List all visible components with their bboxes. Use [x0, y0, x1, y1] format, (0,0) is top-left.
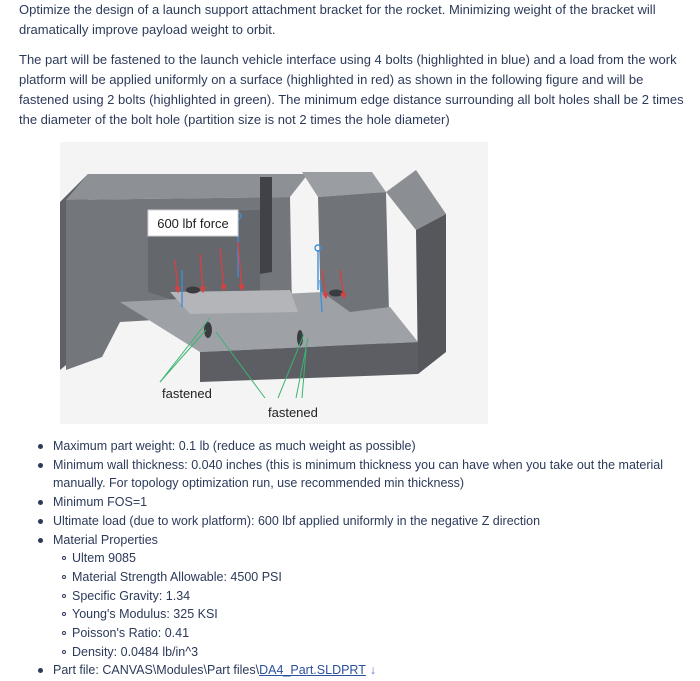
material-item: Ultem 9085: [36, 549, 686, 568]
material-item: Density: 0.0484 lb/in^3: [36, 643, 686, 662]
part-file-label: Part file:: [53, 663, 103, 678]
part-file-link[interactable]: DA4_Part.SLDPRT: [259, 663, 366, 678]
bolt-hole-2: [329, 290, 343, 297]
bracket-step: [170, 290, 298, 314]
fastened-right-label: fastened: [268, 405, 318, 420]
bolt-hole-1: [186, 287, 200, 294]
material-item: Specific Gravity: 1.34: [36, 587, 686, 606]
force-label-box: [148, 210, 238, 236]
fastened-left-label: fastened: [162, 386, 212, 401]
force-label: 600 lbf force: [157, 216, 229, 231]
intro-paragraph: Optimize the design of a launch support attachment bracket for the rocket. Minimizing weight of the bracket will dramatically improve payload weight to orbit.: [19, 2, 656, 37]
description-paragraph: The part will be fastened to the launch vehicle interface using 4 bolts (highlighted in blue) and a load from the work platform will be applied uniformly on a surface (highlighted in red) as shown in the following figure and will be fastened using 2 bolts (highlighted in green). The minimum edge distance surrounding all bolt holes shall be 2 times the diameter of the bolt hole (partition size is not 2 times the hole diameter): [19, 52, 684, 127]
list-item: Minimum FOS=1: [36, 493, 686, 512]
material-item: Young's Modulus: 325 KSI: [36, 605, 686, 624]
list-item: Material Properties: [36, 531, 686, 550]
requirements-list: [36, 437, 686, 680]
material-item: Material Strength Allowable: 4500 PSI: [36, 568, 686, 587]
download-arrow-icon[interactable]: ↓: [369, 663, 377, 678]
part-file-item: [36, 661, 686, 680]
bracket-figure: [60, 142, 488, 424]
bracket-far-wall: [416, 214, 446, 374]
list-item: Minimum wall thickness: 0.040 inches (this is minimum thickness you can have when you take out the material manually. For topology optimization run, use recommended min thickness): [36, 456, 686, 493]
bracket-slot: [260, 177, 272, 274]
part-file-path: CANVAS\Modules\Part files\: [102, 663, 260, 678]
material-item: Poisson's Ratio: 0.41: [36, 624, 686, 643]
list-item: Maximum part weight: 0.1 lb (reduce as much weight as possible): [36, 437, 686, 456]
list-item: Ultimate load (due to work platform): 600 lbf applied uniformly in the negative Z direction: [36, 512, 686, 531]
